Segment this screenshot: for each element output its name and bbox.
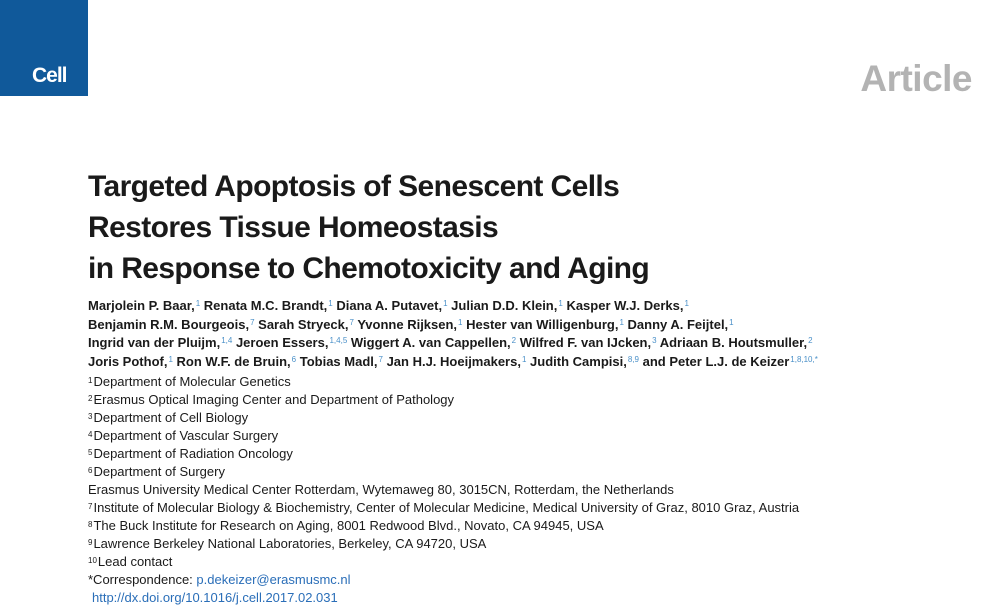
correspondence-email-link[interactable]: p.dekeizer@erasmusmc.nl: [196, 572, 351, 587]
affiliation-item: [88, 481, 988, 499]
affiliation-number: 1: [88, 376, 93, 385]
affiliation-text: Department of Surgery: [93, 464, 225, 479]
author-name: Wilfred F. van IJcken,: [519, 335, 652, 350]
author-name: Ron W.F. de Bruin,: [176, 353, 291, 369]
affiliation-item: [88, 409, 988, 427]
author-affiliation-mark: 7: [250, 317, 255, 327]
affiliation-text: The Buck Institute for Research on Aging, 8001 Redwood Blvd., Novato, CA 94945, USA: [93, 518, 604, 533]
paper-title: [88, 166, 908, 289]
author-affiliation-mark: 1: [195, 299, 201, 308]
journal-logo-badge: [0, 0, 88, 96]
author-name: Sarah Stryeck,: [258, 316, 349, 332]
affiliation-text: Erasmus University Medical Center Rotterdam, Wytemaweg 80, 3015CN, Rotterdam, the Netherlands: [88, 482, 674, 497]
author-name: Jeroen Essers,: [235, 335, 329, 350]
affiliation-item: [88, 553, 988, 571]
affiliation-number: 8: [88, 520, 93, 529]
author-affiliation-mark: 1,4: [221, 336, 233, 345]
author-affiliation-mark: 1: [729, 317, 734, 327]
author-affiliation-mark: 1,8,10,*: [790, 354, 818, 364]
affiliation-text: Lead contact: [97, 554, 173, 569]
author-affiliation-mark: 1: [684, 299, 689, 308]
title-line: Targeted Apoptosis of Senescent Cells: [88, 170, 620, 203]
author-name: Marjolein P. Baar,: [88, 298, 195, 313]
author-affiliation-mark: 1,4,5: [329, 336, 348, 345]
doi-row: [88, 589, 988, 607]
correspondence-label: *Correspondence:: [88, 572, 193, 587]
article-type-label: Article: [860, 58, 972, 99]
author-name: Adriaan B. Houtsmuller,: [659, 335, 808, 350]
author-affiliation-mark: 1: [328, 299, 333, 308]
author-affiliation-mark: 2: [808, 336, 813, 345]
affiliation-item: [88, 499, 988, 517]
affiliation-number: 9: [88, 538, 93, 547]
affiliation-number: 4: [88, 430, 93, 439]
doi-link[interactable]: http://dx.doi.org/10.1016/j.cell.2017.02.031: [92, 590, 338, 605]
affiliation-item: [88, 445, 988, 463]
author-name: Judith Campisi,: [530, 353, 627, 369]
affiliation-text: Department of Molecular Genetics: [93, 374, 291, 389]
author-affiliation-mark: 1: [558, 299, 563, 308]
author-line: [88, 316, 988, 335]
author-name: Julian D.D. Klein,: [451, 298, 558, 313]
affiliation-number: 7: [88, 502, 93, 511]
author-name: Renata M.C. Brandt,: [203, 298, 328, 313]
title-line: Restores Tissue Homeostasis: [88, 211, 499, 244]
author-affiliation-mark: 1: [168, 354, 173, 364]
author-affiliation-mark: 1: [619, 317, 624, 327]
affiliation-text: Department of Vascular Surgery: [93, 428, 279, 443]
affiliation-item: [88, 373, 988, 391]
affiliation-number: 3: [88, 412, 93, 421]
author-name: Ingrid van der Pluijm,: [88, 335, 221, 350]
author-name: Danny A. Feijtel,: [627, 316, 729, 332]
author-affiliation-mark: 1: [443, 299, 448, 308]
author-affiliation-mark: 1: [458, 317, 463, 327]
author-list: [88, 297, 988, 371]
author-name: and Peter L.J. de Keizer: [642, 353, 790, 369]
author-affiliation-mark: 7: [349, 317, 354, 327]
affiliation-text: Department of Cell Biology: [93, 410, 249, 425]
author-line: [88, 334, 988, 353]
affiliation-number: 2: [88, 394, 93, 403]
author-name: Kasper W.J. Derks,: [566, 298, 684, 313]
author-affiliation-mark: 7: [378, 354, 383, 364]
title-line: in Response to Chemotoxicity and Aging: [88, 252, 650, 285]
affiliation-text: Erasmus Optical Imaging Center and Department of Pathology: [93, 392, 455, 407]
affiliation-text: Department of Radiation Oncology: [93, 446, 293, 461]
author-name: Diana A. Putavet,: [336, 298, 443, 313]
affiliation-number: 10: [88, 556, 97, 565]
author-affiliation-mark: 8,9: [627, 354, 639, 364]
author-name: Tobias Madl,: [299, 353, 378, 369]
author-line: [88, 297, 988, 316]
affiliation-number: 5: [88, 448, 93, 457]
correspondence: [88, 571, 988, 589]
author-name: Joris Pothof,: [88, 353, 168, 369]
author-affiliation-mark: 2: [511, 336, 517, 345]
affiliation-item: [88, 427, 988, 445]
author-name: Wiggert A. van Cappellen,: [350, 335, 511, 350]
affiliation-text: Lawrence Berkeley National Laboratories, Berkeley, CA 94720, USA: [93, 536, 487, 551]
author-affiliation-mark: 3: [652, 336, 657, 345]
affiliation-item: [88, 463, 988, 481]
journal-name: Cell: [32, 64, 67, 87]
author-affiliation-mark: 6: [291, 354, 297, 364]
affiliation-item: [88, 517, 988, 535]
author-name: Yvonne Rijksen,: [357, 316, 458, 332]
author-name: Benjamin R.M. Bourgeois,: [88, 316, 250, 332]
author-affiliation-mark: 1: [521, 354, 527, 364]
affiliation-text: Institute of Molecular Biology & Biochemistry, Center of Molecular Medicine, Medical University of Graz, 8010 Graz, Austria: [93, 500, 800, 515]
author-name: Jan H.J. Hoeijmakers,: [386, 353, 521, 369]
affiliation-item: [88, 535, 988, 553]
author-name: Hester van Willigenburg,: [466, 316, 619, 332]
affiliation-item: [88, 391, 988, 409]
affiliation-list: [88, 373, 988, 607]
affiliation-number: 6: [88, 466, 93, 475]
author-line: [88, 353, 988, 372]
